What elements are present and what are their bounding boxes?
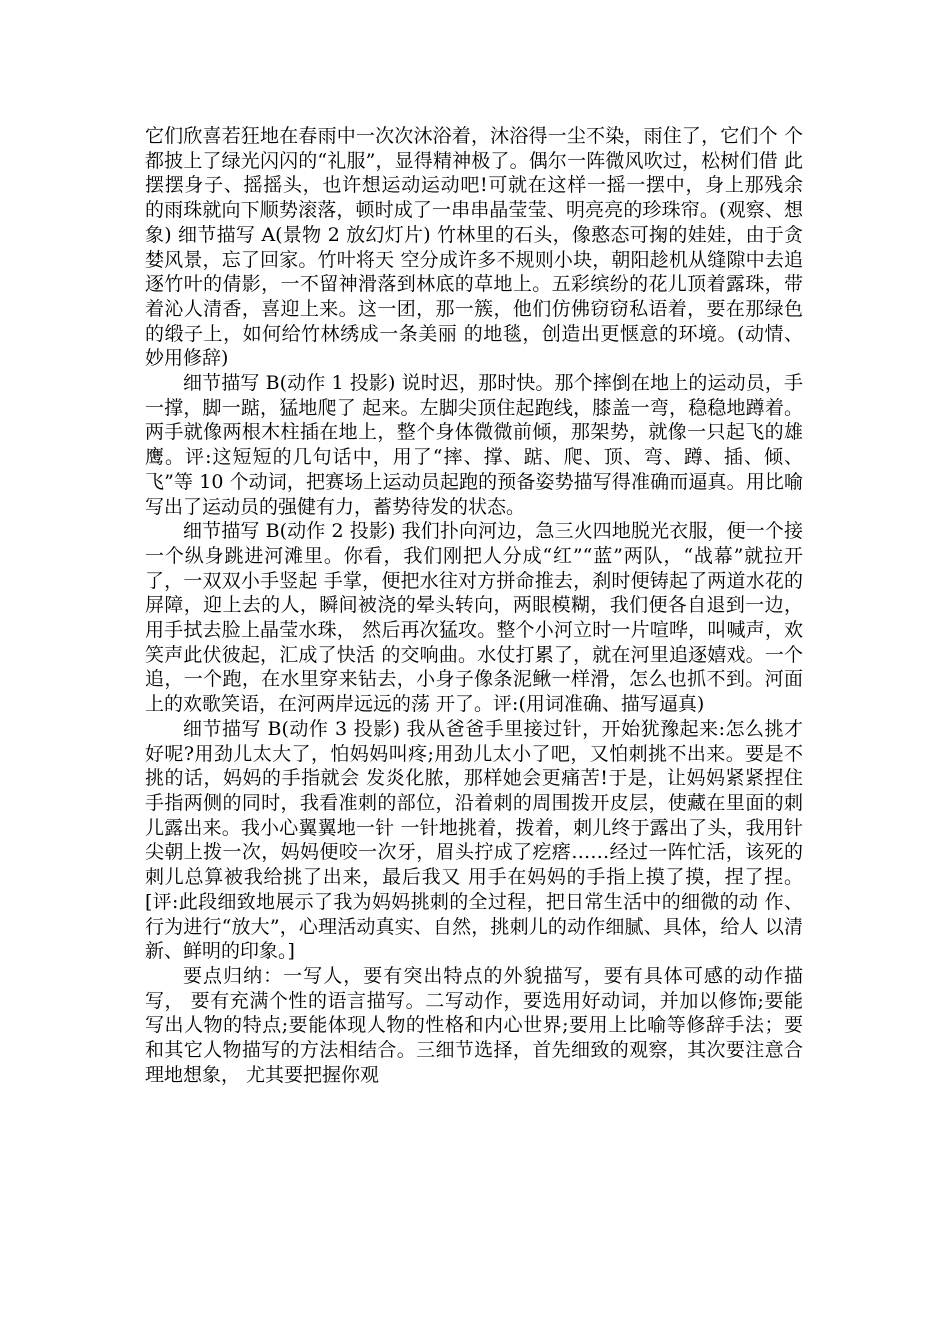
paragraph-action-detail-3: 细节描写 B(动作 3 投影) 我从爸爸手里接过针，开始犹豫起来:怎么挑才好呢?用劲儿太大了，怕妈妈叫疼;用劲儿太小了吧，又怕刺挑不出来。要是不挑的话，妈妈的手指就会 发炎化脓，那样她会更痛苦!于是，让妈妈紧紧捏住手指两侧的同时，我看准刺的部位，沿着刺的周围拨开皮层，使藏在里面的刺儿露出来。我小心翼翼地一针 一针地挑着，拨着，刺儿终于露出了头，我用针尖朝上拨一次，妈妈便咬一次牙，眉头拧成了疙瘩……经过一阵忙活，该死的刺儿总算被我给挑了出来，最后我又 用手在妈妈的手指上摸了摸，捏了捏。 [评:此段细致地展示了我为妈妈挑刺的全过程，把日常生活中的细微的动 作、行为进行“放大”，心理活动真实、自然，挑刺儿的动作细腻、具体，给人 以清新、鲜明的印象。]: [145, 717, 803, 963]
document-body: [145, 124, 803, 1087]
paragraph-action-detail-1: 细节描写 B(动作 1 投影) 说时迟，那时快。那个摔倒在地上的运动员，手一撑，脚一踮，猛地爬了 起来。左脚尖顶住起跑线，膝盖一弯，稳稳地蹲着。两手就像两根木柱插在地上，整个身体微微前倾，那架势，就像一只起飞的雄鹰。评:这短短的几句话中，用了“摔、撑、踮、爬、顶、弯、蹲、插、倾、飞”等 10 个动词，把赛场上运动员起跑的预备姿势描写得准确而逼真。用比喻写出了运动员的强健有力，蓄势待发的状态。: [145, 372, 803, 518]
paragraph-scenery-detail: 它们欣喜若狂地在春雨中一次次沐浴着，沐浴得一尘不染，雨住了，它们个 个都披上了绿光闪闪的“礼服”，显得精神极了。偶尔一阵微风吹过，松树们借 此摆摆身子、摇摇头，也许想运动运动吧!可就在这样一摇一摆中，身上那残余 的雨珠就向下顺势滚落，顿时成了一串串晶莹莹、明亮亮的珍珠帘。(观察、想 象) 细节描写 A(景物 2 放幻灯片) 竹林里的石头，像憨态可掬的娃娃，由于贪婪风景，忘了回家。竹叶将天 空分成许多不规则小块，朝阳趁机从缝隙中去追逐竹叶的倩影，一不留神滑落到林底的草地上。五彩缤纷的花儿顶着露珠，带着沁人清香，喜迎上来。这一团，那一簇，他们仿佛窃窃私语着，要在那绿色的缎子上，如何给竹林绣成一条美丽 的地毯，创造出更惬意的环境。(动情、妙用修辞): [145, 125, 803, 370]
paragraph-action-detail-2: 细节描写 B(动作 2 投影) 我们扑向河边，急三火四地脱光衣服，便一个接一个纵身跳进河滩里。你看，我们刚把人分成“红”“蓝”两队，“战幕”就拉开了，一双双小手竖起 手掌，便把水往对方拼命推去，刹时便铸起了两道水花的屏障，迎上去的人，瞬间被浇的晕头转向，两眼模糊，我们便各自退到一边，用手拭去脸上晶莹水珠， 然后再次猛攻。整个小河立时一片喧哗，叫喊声，欢笑声此伏彼起，汇成了快活 的交响曲。水仗打累了，就在河里追逐嬉戏。一个追，一个跑，在水里穿来钻去，小身子像条泥鳅一样滑，怎么也抓不到。河面上的欢歌笑语，在河两岸远远的荡 开了。评:(用词准确、描写逼真): [145, 520, 803, 716]
paragraph-key-points: 要点归纳：一写人，要有突出特点的外貌描写，要有具体可感的动作描写， 要有充满个性的语言描写。二写动作，要选用好动词，并加以修饰;要能写出人物的特点;要能体现人物的性格和内心世界;要用上比喻等修辞手法；要和其它人物描写的方法相结合。三细节选择，首先细致的观察，其次要注意合理地想象， 尤其要把握你观: [145, 964, 803, 1086]
